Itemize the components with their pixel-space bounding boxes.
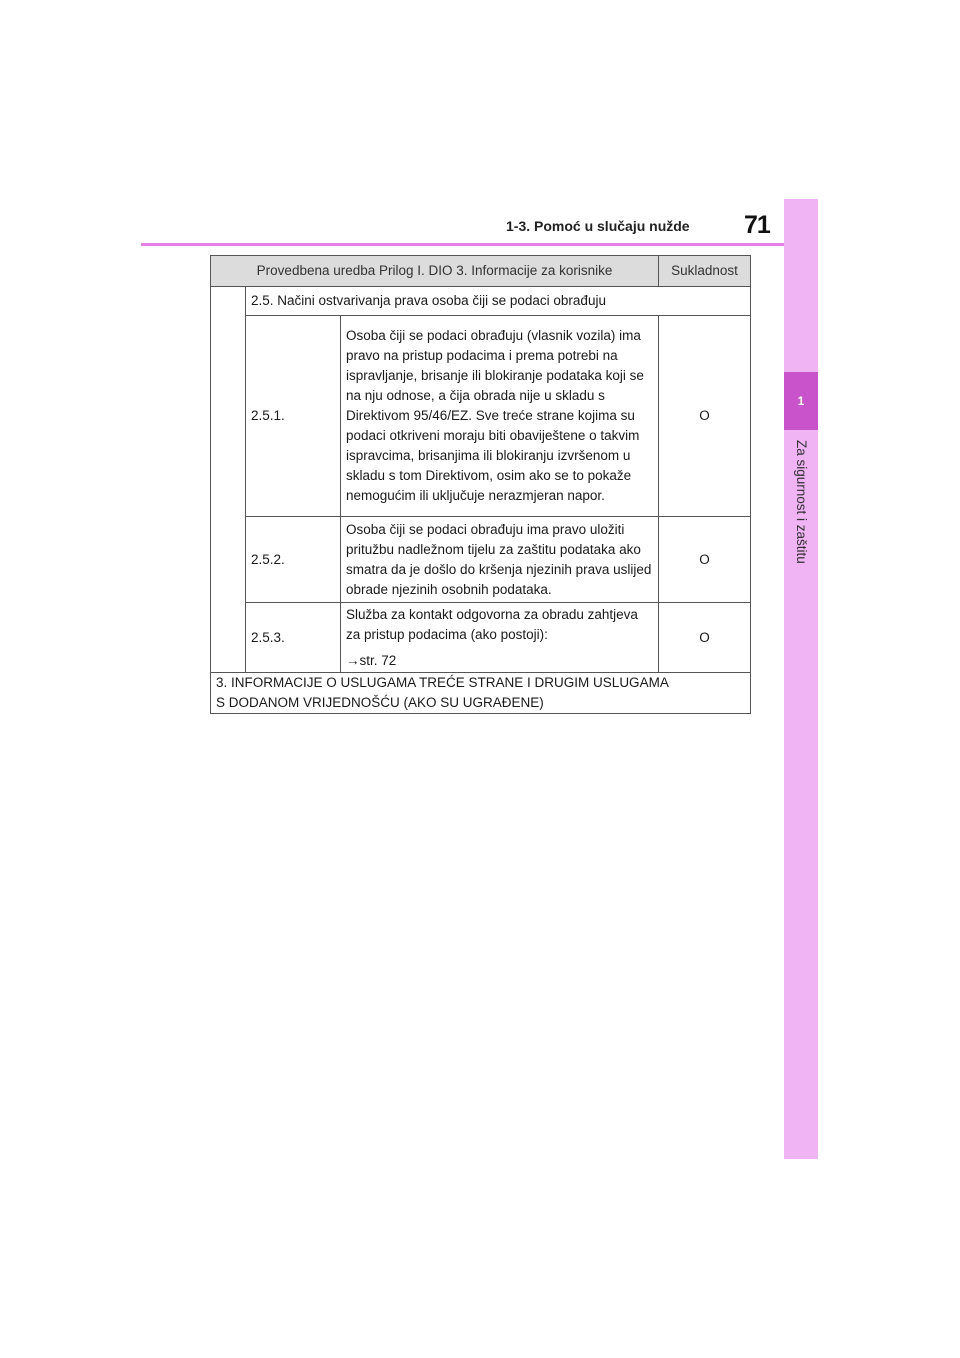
table-row [211, 603, 751, 673]
row-code: 2.5.1. [246, 316, 341, 517]
row-description-cell [341, 603, 659, 673]
table-row [211, 316, 751, 517]
section-title: 1-3. Pomoć u slučaju nužde [506, 218, 690, 234]
row-description: Osoba čiji se podaci obrađuju (vlasnik vozila) ima pravo na pristup podacima i prema potrebi na ispravljanje, brisanje ili blokiranje podataka koji se na nju odnose, a čija obrada nije u skladu s Direktivom 95/46/EZ. Sve treće strane kojima su podaci otkriveni moraju biti obaviještene o takvim ispravcima, brisanjima ili blokiranju izvršenom u skladu s tom Direktivom, osim ako se to pokaže nemogućim ili uključuje nerazmjeran napor. [341, 316, 659, 517]
section-heading: 2.5. Načini ostvarivanja prava osoba čiji se podaci obrađuju [246, 287, 751, 316]
footer-heading-line-2: S DODANOM VRIJEDNOŠĆU (AKO SU UGRAĐENE) [216, 695, 544, 710]
footer-heading-line-1: 3. INFORMACIJE O USLUGAMA TREĆE STRANE I DRUGIM USLUGAMA [216, 675, 669, 690]
chapter-side-tab [784, 199, 818, 1159]
chapter-label: Za sigurnost i zaštitu [794, 440, 809, 564]
page-number: 71 [744, 211, 770, 239]
row-description: Osoba čiji se podaci obrađuju ima pravo uložiti pritužbu nadležnom tijelu za zaštitu podataka ako smatra da je došlo do kršenja njezinih prava uslijed obrade njezinih osobnih podataka. [341, 517, 659, 603]
footer-row [211, 673, 751, 714]
table-header-row [211, 256, 751, 287]
row-compliance: O [659, 603, 751, 673]
user-information-table [210, 255, 751, 714]
indent-cell [211, 287, 246, 673]
table-row [211, 517, 751, 603]
row-compliance: O [659, 517, 751, 603]
chapter-number: 1 [797, 394, 805, 408]
section-heading-row [211, 287, 751, 316]
row-code: 2.5.3. [246, 603, 341, 673]
header-main: Provedbena uredba Prilog I. DIO 3. Informacije za korisnike [211, 256, 659, 287]
header-compliance: Sukladnost [659, 256, 751, 287]
page-reference-link[interactable]: →str. 72 [346, 652, 397, 668]
row-code: 2.5.2. [246, 517, 341, 603]
header-divider [141, 243, 784, 246]
footer-heading-cell [211, 673, 751, 714]
chapter-marker [784, 372, 818, 430]
row-compliance: O [659, 316, 751, 517]
row-description: Služba za kontakt odgovorna za obradu zahtjeva za pristup podacima (ako postoji): [346, 606, 638, 642]
